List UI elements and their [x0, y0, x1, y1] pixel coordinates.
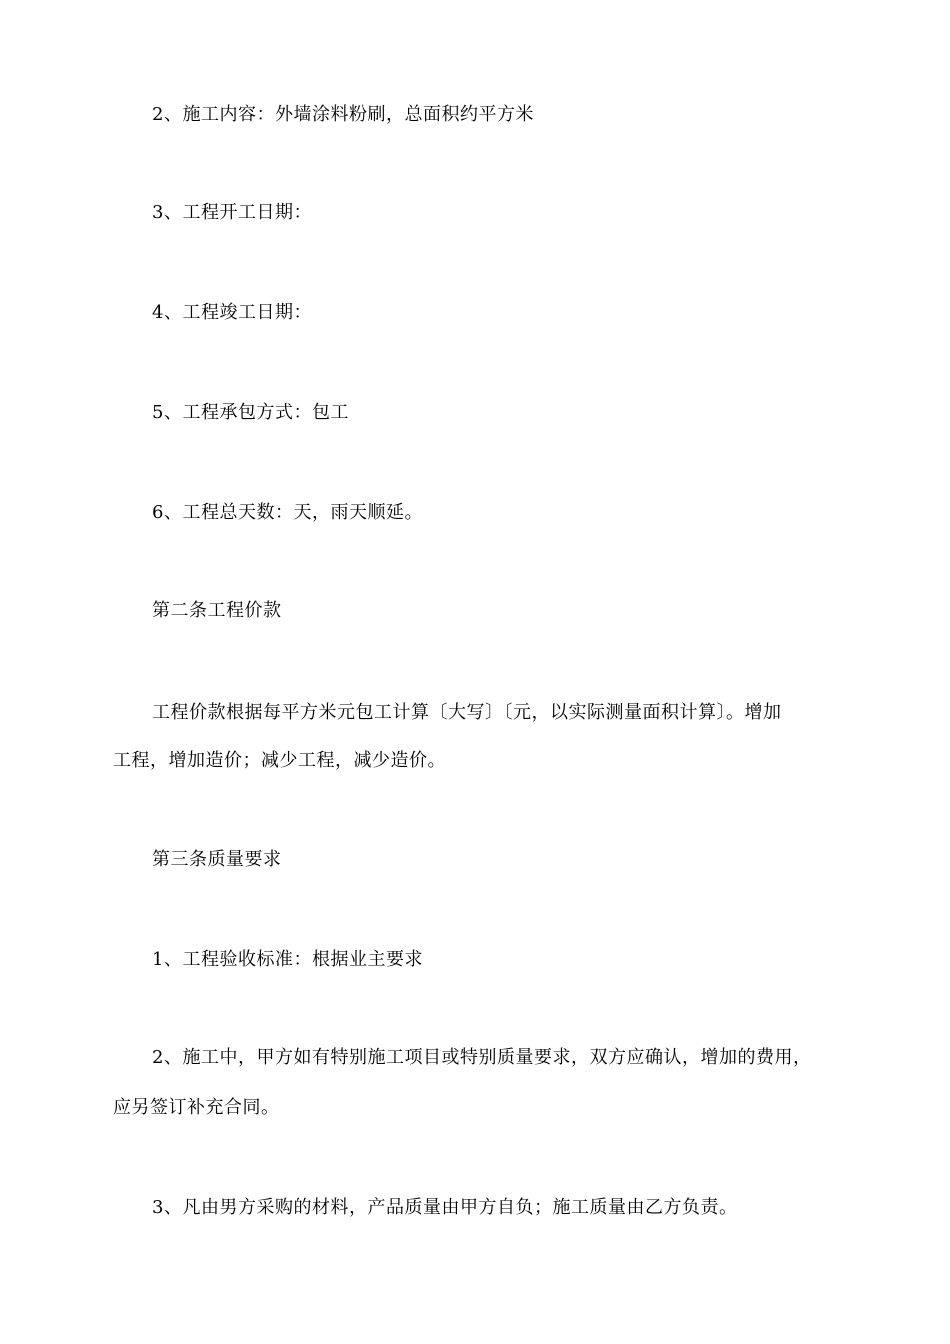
section-heading-quality: 第三条质量要求 — [152, 849, 282, 870]
clause-total-days: 6、工程总天数：天，雨天顺延。 — [152, 502, 423, 523]
clause-start-date: 3、工程开工日期： — [152, 202, 312, 223]
paragraph-price-line-2: 工程，增加造价；减少工程，减少造价。 — [113, 750, 446, 771]
section-heading-price: 第二条工程价款 — [152, 600, 282, 621]
clause-contract-method: 5、工程承包方式：包工 — [152, 402, 349, 423]
clause-acceptance-standard: 1、工程验收标准：根据业主要求 — [152, 949, 423, 970]
clause-special-requirements-line-2: 应另签订补充合同。 — [113, 1097, 280, 1118]
clause-material-quality: 3、凡由男方采购的材料，产品质量由甲方自负；施工质量由乙方负责。 — [152, 1197, 738, 1218]
clause-special-requirements-line-1: 2、施工中，甲方如有特别施工项目或特别质量要求，双方应确认，增加的费用， — [152, 1047, 812, 1068]
clause-construction-content: 2、施工内容：外墙涂料粉刷，总面积约平方米 — [152, 104, 534, 125]
clause-completion-date: 4、工程竣工日期： — [152, 302, 312, 323]
paragraph-price-line-1: 工程价款根据每平方米元包工计算〔大写〕〔元，以实际测量面积计算〕。增加 — [152, 702, 782, 723]
